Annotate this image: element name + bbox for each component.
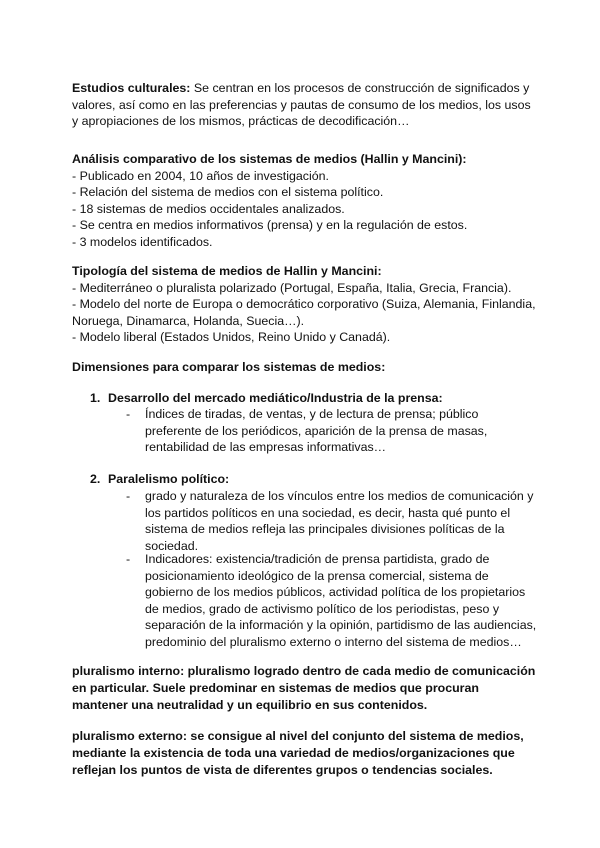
estudios-line: valores, así como en las preferencias y pautas de consumo de los medios, los usos: [72, 97, 531, 112]
bullet-line: de medios, grado de activismo político de los periodistas, peso y: [145, 601, 500, 616]
bullet-line: Indicadores: existencia/tradición de prensa partidista, grado de: [145, 552, 490, 566]
tipologia-line: - Modelo del norte de Europa o democrático corporativo (Suiza, Alemania, Finlandia,: [72, 297, 536, 312]
pluralismo-interno-paragraph: [72, 663, 536, 714]
pluralismo-line: pluralismo externo: se consigue al nivel del conjunto del sistema de medios,: [72, 729, 524, 743]
list-number: 2.: [90, 472, 101, 486]
pluralismo-line: mediante la existencia de toda una variedad de medios/organizaciones que: [72, 746, 515, 760]
bullet-line: gobierno de los medios públicos, actividad política de los propietarios: [145, 585, 526, 600]
analisis-item: - 18 sistemas de medios occidentales analizados.: [72, 201, 345, 216]
analisis-heading: Análisis comparativo de los sistemas de medios (Hallin y Mancini):: [72, 152, 467, 166]
analisis-item: - Publicado en 2004, 10 años de investigación.: [72, 168, 329, 183]
list-number: 1.: [90, 391, 101, 405]
dash-bullet: -: [126, 489, 131, 503]
pluralismo-line: reflejan los puntos de vista de diferentes grupos o tendencias sociales.: [72, 763, 493, 777]
bullet-line: sistema de medios refleja las principales divisiones políticas de la: [145, 522, 505, 537]
analisis-item: - Relación del sistema de medios con el sistema político.: [72, 185, 384, 200]
bullet-line: separación de la información y la opinión, partidismo de las audiencias,: [145, 618, 537, 633]
analisis-section: [72, 151, 532, 251]
bullet-line: rentabilidad de las empresas informativas…: [145, 440, 387, 455]
pluralismo-line: pluralismo interno: pluralismo logrado dentro de cada medio de comunicación: [72, 664, 536, 678]
bullet-line: grado y naturaleza de los vínculos entre los medios de comunicación y: [145, 489, 534, 503]
estudios-heading: Estudios culturales:: [72, 81, 191, 95]
dimension-item-1-title: [90, 390, 530, 407]
pluralismo-line: mantener una neutralidad y un equilibrio en sus contenidos.: [72, 698, 428, 712]
pluralismo-line: en particular. Suele predominar en sistemas de medios que procuran: [72, 681, 479, 695]
tipologia-line: - Mediterráneo o pluralista polarizado (Portugal, España, Italia, Grecia, Francia).: [72, 280, 512, 295]
tipologia-heading: Tipología del sistema de medios de Hallin y Mancini:: [72, 264, 382, 278]
bullet-line: posicionamiento ideológico de la prensa comercial, sistema de: [145, 568, 489, 583]
tipologia-line: - Modelo liberal (Estados Unidos, Reino Unido y Canadá).: [72, 330, 391, 345]
bullet-line: sociedad.: [145, 538, 199, 553]
estudios-line: y apropiaciones de los mismos, prácticas de decodificación…: [72, 114, 410, 129]
bullet-line: Índices de tiradas, de ventas, y de lectura de prensa; público: [145, 407, 479, 421]
dimensiones-heading: Dimensiones para comparar los sistemas de medios:: [72, 360, 386, 374]
bullet-line: predominio del pluralismo externo o interno del sistema de medios…: [145, 634, 522, 649]
analisis-item: - Se centra en medios informativos (prensa) y en la regulación de estos.: [72, 218, 468, 233]
dash-bullet: -: [126, 407, 131, 421]
bullet-line: preferente de los periódicos, aparición de la prensa de masas,: [145, 423, 488, 438]
tipologia-section: [72, 263, 536, 346]
tipologia-line: Noruega, Dinamarca, Holanda, Suecia…).: [72, 313, 305, 328]
estudios-line: Se centran en los procesos de construcción de significados y: [190, 81, 530, 95]
estudios-culturales-paragraph: [72, 80, 532, 130]
pluralismo-externo-paragraph: [72, 728, 532, 779]
dash-bullet: -: [126, 552, 131, 566]
dimension-item-2-title: [90, 471, 530, 488]
dimension-title: Desarrollo del mercado mediático/Industria de la prensa:: [108, 391, 443, 405]
analisis-item: - 3 modelos identificados.: [72, 234, 213, 249]
dimensiones-section: [72, 359, 532, 376]
dimension-title: Paralelismo político:: [108, 472, 230, 486]
bullet-line: los partidos políticos en una sociedad, es decir, hasta qué punto el: [145, 505, 511, 520]
